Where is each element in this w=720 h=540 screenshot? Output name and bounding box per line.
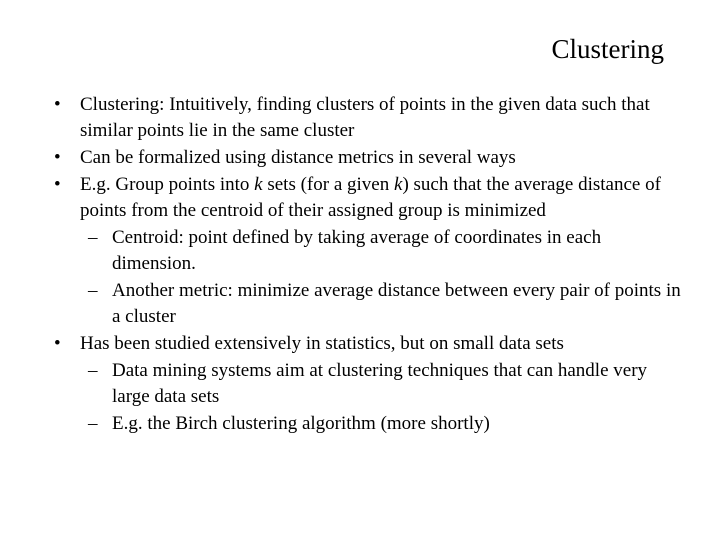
bullet-item [0,92,680,144]
bullet-marker: • [54,94,61,115]
bullet-marker: • [54,174,61,195]
bullet-marker: • [54,147,61,168]
sub-bullet-item [0,358,682,410]
sub-bullet-text: Centroid: point defined by taking average of coordinates in each dimension. [112,227,602,274]
bullet-text: E.g. Group points into k sets (for a given k) such that the average distance of points from the centroid of their assigned group is minimized [80,174,661,221]
sub-bullet-item [0,225,682,277]
bullet-item [0,331,680,357]
sub-bullet-text: Data mining systems aim at clustering techniques that can handle very large data sets [112,360,648,407]
bullet-list [0,92,720,438]
bullet-text: Has been studied extensively in statistics, but on small data sets [80,333,564,354]
sub-bullet-text: E.g. the Birch clustering algorithm (more shortly) [112,413,490,434]
bullet-text: Can be formalized using distance metrics in several ways [80,147,516,168]
dash-marker: – [88,227,98,248]
dash-marker: – [88,413,98,434]
sub-bullet-item [0,278,682,330]
bullet-item [0,145,680,171]
bullet-text: Clustering: Intuitively, finding clusters of points in the given data such that similar points lie in the same cluster [80,94,650,141]
dash-marker: – [88,360,98,381]
bullet-marker: • [54,333,61,354]
sub-bullet-item [0,411,682,437]
sub-bullet-text: Another metric: minimize average distance between every pair of points in a cluster [112,280,681,327]
dash-marker: – [88,280,98,301]
slide-title: Clustering [551,34,664,64]
bullet-item [0,172,680,224]
